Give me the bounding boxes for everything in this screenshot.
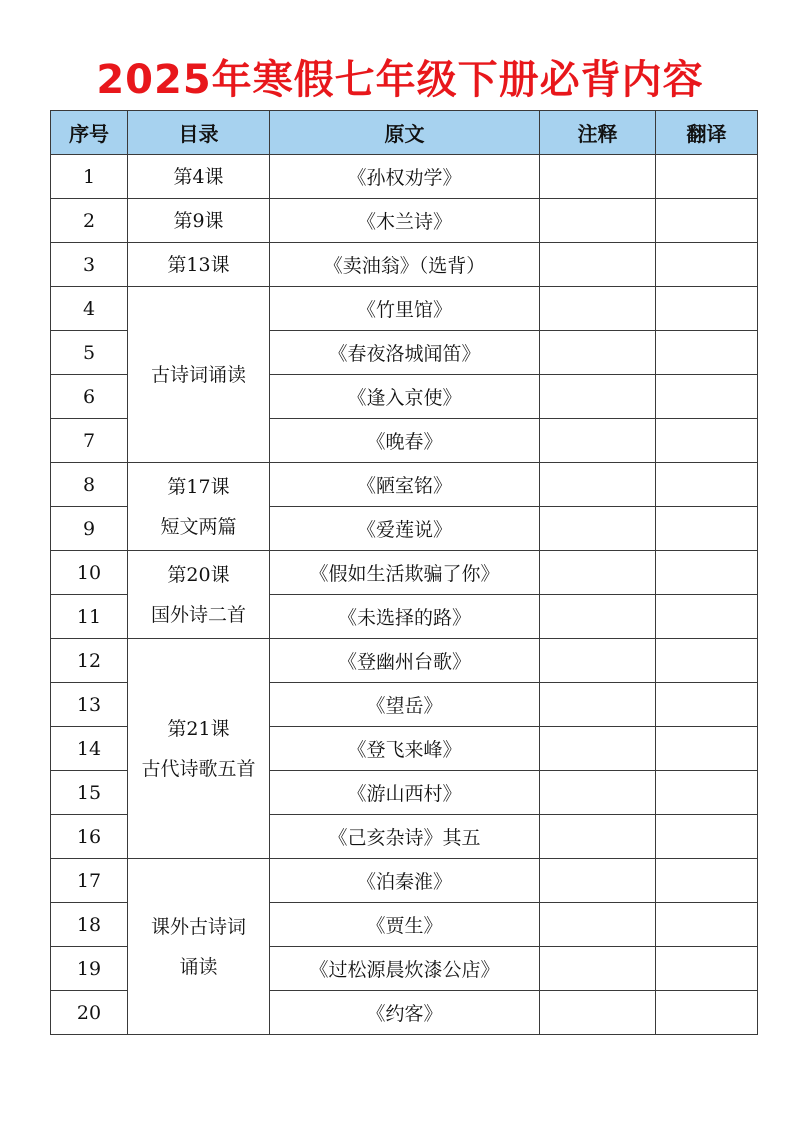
directory-cell [128, 155, 270, 199]
directory-cell [128, 287, 270, 463]
translation-cell [656, 859, 758, 903]
translation-cell [656, 771, 758, 815]
translation-cell [656, 903, 758, 947]
directory-line: 第21课 [167, 717, 230, 740]
translation-cell [656, 331, 758, 375]
translation-cell [656, 419, 758, 463]
table-row [51, 199, 758, 243]
recitation-table [50, 110, 758, 1035]
translation-cell [656, 463, 758, 507]
translation-cell [656, 155, 758, 199]
row-index: 10 [51, 551, 128, 595]
translation-cell [656, 375, 758, 419]
translation-cell [656, 507, 758, 551]
directory-line: 第13课 [167, 253, 230, 276]
row-index: 11 [51, 595, 128, 639]
directory-cell [128, 639, 270, 859]
notes-cell [540, 815, 656, 859]
row-index: 16 [51, 815, 128, 859]
header-row [51, 111, 758, 155]
text-cell: 《登幽州台歌》 [270, 639, 540, 683]
table-row [51, 287, 758, 331]
text-cell: 《泊秦淮》 [270, 859, 540, 903]
notes-cell [540, 727, 656, 771]
translation-cell [656, 243, 758, 287]
translation-cell [656, 199, 758, 243]
row-index: 3 [51, 243, 128, 287]
table-row [51, 463, 758, 507]
notes-cell [540, 155, 656, 199]
directory-cell [128, 551, 270, 639]
directory-line: 国外诗二首 [150, 603, 246, 626]
row-index: 15 [51, 771, 128, 815]
text-cell: 《陋室铭》 [270, 463, 540, 507]
row-index: 2 [51, 199, 128, 243]
row-index: 9 [51, 507, 128, 551]
notes-cell [540, 771, 656, 815]
row-index: 7 [51, 419, 128, 463]
translation-cell [656, 551, 758, 595]
translation-cell [656, 815, 758, 859]
text-cell: 《游山西村》 [270, 771, 540, 815]
header-notes: 注释 [540, 111, 656, 155]
page-title: 2025年寒假七年级下册必背内容 [96, 57, 704, 103]
directory-cell [128, 859, 270, 1035]
notes-cell [540, 991, 656, 1035]
notes-cell [540, 463, 656, 507]
directory-line: 第20课 [167, 563, 230, 586]
table-row [51, 859, 758, 903]
directory-line: 课外古诗词 [150, 915, 246, 938]
row-index: 5 [51, 331, 128, 375]
directory-line: 第9课 [173, 209, 224, 232]
header-translation: 翻译 [656, 111, 758, 155]
text-cell: 《望岳》 [270, 683, 540, 727]
header-text: 原文 [270, 111, 540, 155]
translation-cell [656, 639, 758, 683]
notes-cell [540, 595, 656, 639]
row-index: 13 [51, 683, 128, 727]
notes-cell [540, 375, 656, 419]
notes-cell [540, 331, 656, 375]
notes-cell [540, 287, 656, 331]
translation-cell [656, 947, 758, 991]
text-cell: 《木兰诗》 [270, 199, 540, 243]
notes-cell [540, 639, 656, 683]
table-row [51, 551, 758, 595]
table-row [51, 639, 758, 683]
row-index: 19 [51, 947, 128, 991]
row-index: 8 [51, 463, 128, 507]
translation-cell [656, 683, 758, 727]
directory-line: 短文两篇 [160, 515, 237, 538]
translation-cell [656, 287, 758, 331]
notes-cell [540, 419, 656, 463]
notes-cell [540, 859, 656, 903]
notes-cell [540, 507, 656, 551]
header-index: 序号 [51, 111, 128, 155]
text-cell: 《孙权劝学》 [270, 155, 540, 199]
text-cell: 《爱莲说》 [270, 507, 540, 551]
directory-line: 古诗词诵读 [150, 363, 246, 386]
notes-cell [540, 903, 656, 947]
text-cell: 《过松源晨炊漆公店》 [270, 947, 540, 991]
text-cell: 《约客》 [270, 991, 540, 1035]
text-cell: 《登飞来峰》 [270, 727, 540, 771]
notes-cell [540, 683, 656, 727]
row-index: 18 [51, 903, 128, 947]
row-index: 12 [51, 639, 128, 683]
text-cell: 《晚春》 [270, 419, 540, 463]
text-cell: 《己亥杂诗》其五 [270, 815, 540, 859]
translation-cell [656, 991, 758, 1035]
text-cell: 《贾生》 [270, 903, 540, 947]
row-index: 17 [51, 859, 128, 903]
directory-cell [128, 463, 270, 551]
text-cell: 《未选择的路》 [270, 595, 540, 639]
directory-line: 古代诗歌五首 [141, 757, 256, 780]
header-directory: 目录 [128, 111, 270, 155]
table-row [51, 243, 758, 287]
translation-cell [656, 727, 758, 771]
row-index: 20 [51, 991, 128, 1035]
row-index: 1 [51, 155, 128, 199]
text-cell: 《假如生活欺骗了你》 [270, 551, 540, 595]
notes-cell [540, 199, 656, 243]
row-index: 6 [51, 375, 128, 419]
directory-line: 诵读 [179, 955, 218, 978]
row-index: 4 [51, 287, 128, 331]
directory-line: 第17课 [167, 475, 230, 498]
directory-cell [128, 243, 270, 287]
text-cell: 《春夜洛城闻笛》 [270, 331, 540, 375]
text-cell: 《逢入京使》 [270, 375, 540, 419]
text-cell: 《竹里馆》 [270, 287, 540, 331]
text-cell: 《卖油翁》（选背） [270, 243, 540, 287]
directory-line: 第4课 [173, 165, 224, 188]
notes-cell [540, 947, 656, 991]
translation-cell [656, 595, 758, 639]
row-index: 14 [51, 727, 128, 771]
notes-cell [540, 243, 656, 287]
notes-cell [540, 551, 656, 595]
table-row [51, 155, 758, 199]
directory-cell [128, 199, 270, 243]
